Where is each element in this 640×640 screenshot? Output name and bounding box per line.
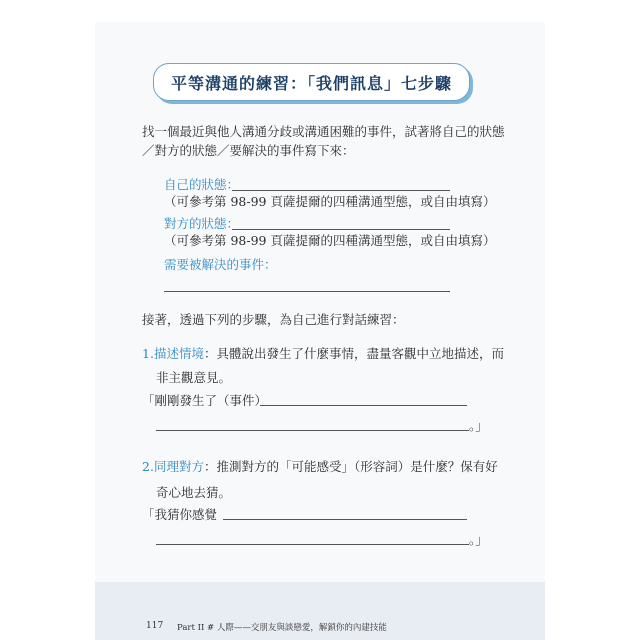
page-number: 117: [146, 621, 164, 631]
running-head: Part II # 人際——交朋友與談戀愛，解鎖你的內建技能: [177, 623, 387, 633]
step-1-text: ：具體說出發生了什麼事情，盡量客觀中立地描述，而: [203, 346, 504, 361]
self-state-label: 自己的狀態：: [164, 177, 240, 192]
step-2-prompt: 「我猜你感覺: [142, 507, 218, 522]
self-state-hint: （可參考第 98-99 頁薩提爾的四種溝通型態，或自由填寫）: [164, 194, 496, 209]
step-1-end-mark: 。」: [469, 418, 488, 433]
step-2-end-mark: 。」: [469, 532, 488, 547]
step-2-text-cont: 奇心地去猜。: [156, 485, 232, 500]
step-2: [142, 458, 498, 476]
intro-line-2: ／對方的狀態／要解決的事件寫下來：: [142, 143, 355, 158]
event-blank[interactable]: [164, 291, 450, 292]
step-2-blank-2[interactable]: [156, 544, 469, 545]
step-1-text-cont: 非主觀意見。: [156, 370, 232, 385]
step-2-heading: 同理對方: [153, 459, 204, 474]
intro-line-1: 找一個最近與他人溝通分歧或溝通困難的事件，試著將自己的狀態: [142, 124, 505, 139]
step-1-number: 1.: [142, 346, 154, 361]
step-2-text: ：推測對方的「可能感受」（形容詞）是什麼？保有好: [203, 459, 498, 474]
other-state-label: 對方的狀態：: [164, 216, 240, 231]
next-step-text: 接著，透過下列的步驟，為自己進行對話練習：: [142, 312, 405, 327]
step-1-blank-1[interactable]: [260, 405, 467, 406]
other-state-hint: （可參考第 98-99 頁薩提爾的四種溝通型態，或自由填寫）: [164, 233, 496, 248]
step-1-heading: 描述情境: [153, 346, 204, 361]
step-1-blank-2[interactable]: [156, 430, 469, 431]
book-page: [95, 22, 545, 640]
step-2-blank-1[interactable]: [223, 519, 467, 520]
self-state-blank[interactable]: [232, 190, 450, 191]
step-1-prompt: 「剛剛發生了（事件）: [142, 393, 268, 408]
event-label: 需要被解決的事件：: [164, 257, 277, 272]
step-1: [142, 345, 504, 363]
exercise-title: 平等溝通的練習：「我們訊息」七步驟: [153, 63, 470, 101]
other-state-blank[interactable]: [232, 229, 450, 230]
step-2-number: 2.: [142, 459, 154, 474]
